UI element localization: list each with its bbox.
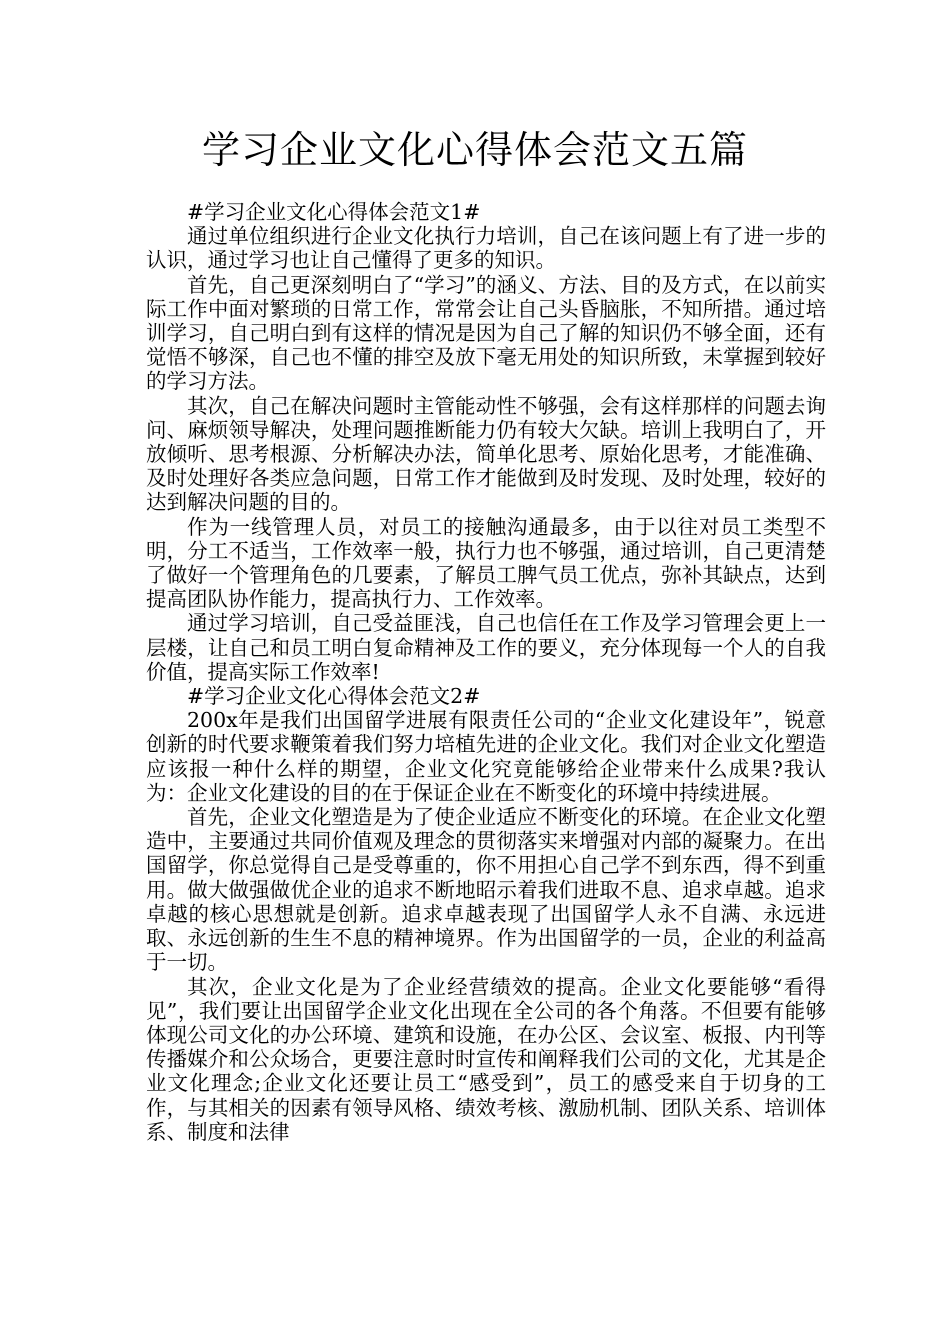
paragraph: 200x年是我们出国留学进展有限责任公司的“企业文化建设年”，锐意创新的时代要求鞭策着我们努力培植先进的企业文化。我们对企业文化塑造应该报一种什么样的期望，企业文化究竟能够给企业带来什么成果?我认为：企业文化建设的目的在于保证企业在不断变化的环境中持续进展。 bbox=[146, 708, 826, 805]
document-title: 学习企业文化心得体会范文五篇 bbox=[201, 128, 748, 172]
document-body bbox=[146, 200, 826, 1144]
paragraph: 通过学习培训，自己受益匪浅，自己也信任在工作及学习管理会更上一层楼，让自己和员工明白复命精神及工作的要义，充分体现每一个人的自我价值，提高实际工作效率! bbox=[146, 611, 826, 684]
paragraph: 作为一线管理人员，对员工的接触沟通最多，由于以往对员工类型不明，分工不适当，工作效率一般，执行力也不够强，通过培训，自己更清楚了做好一个管理角色的几要素，了解员工脾气员工优点，弥补其缺点，达到提高团队协作能力，提高执行力、工作效率。 bbox=[146, 514, 826, 612]
section-heading: #学习企业文化心得体会范文1# bbox=[187, 200, 481, 224]
paragraph: 通过单位组织进行企业文化执行力培训，自己在该问题上有了进一步的认识，通过学习也让自己懂得了更多的知识。 bbox=[146, 224, 826, 273]
section-heading: #学习企业文化心得体会范文2# bbox=[187, 684, 481, 709]
paragraph: 其次，企业文化是为了企业经营绩效的提高。企业文化要能够“看得见”，我们要让出国留学企业文化出现在全公司的各个角落。不但要有能够体现公司文化的办公环境、建筑和设施，在办公区、会议室、板报、内刊等传播媒介和公众场合，更要注意时时宣传和阐释我们公司的文化，尤其是企业文化理念;企业文化还要让员工“感受到”，员工的感受来自于切身的工作，与其相关的因素有领导风格、绩效考核、激励机制、团队关系、培训体系、制度和法律 bbox=[146, 974, 826, 1144]
paragraph: 首先，企业文化塑造是为了使企业适应不断变化的环境。在企业文化塑造中，主要通过共同价值观及理念的贯彻落实来增强对内部的凝聚力。在出国留学，你总觉得自己是受尊重的，你不用担心自己学不到东西，得不到重用。做大做强做优企业的追求不断地昭示着我们进取不息、追求卓越。追求卓越的核心思想就是创新。追求卓越表现了出国留学人永不自满、永远进取、永远创新的生生不息的精神境界。作为出国留学的一员，企业的利益高于一切。 bbox=[146, 805, 826, 975]
paragraph: 其次，自己在解决问题时主管能动性不够强，会有这样那样的问题去询问、麻烦领导解决，处理问题推断能力仍有较大欠缺。培训上我明白了，开放倾听、思考根源、分析解决办法，简单化思考、原始化思考，才能准确、及时处理好各类应急问题，日常工作才能做到及时发现、及时处理，较好的达到解决问题的目的。 bbox=[146, 393, 826, 515]
paragraph: 首先，自己更深刻明白了“学习”的涵义、方法、目的及方式，在以前实际工作中面对繁琐的日常工作，常常会让自己头昏脑胀，不知所措。通过培训学习，自己明白到有这样的情况是因为自己了解的知识仍不够全面，还有觉悟不够深，自己也不懂的排空及放下毫无用处的知识所致，未掌握到较好的学习方法。 bbox=[146, 272, 826, 394]
